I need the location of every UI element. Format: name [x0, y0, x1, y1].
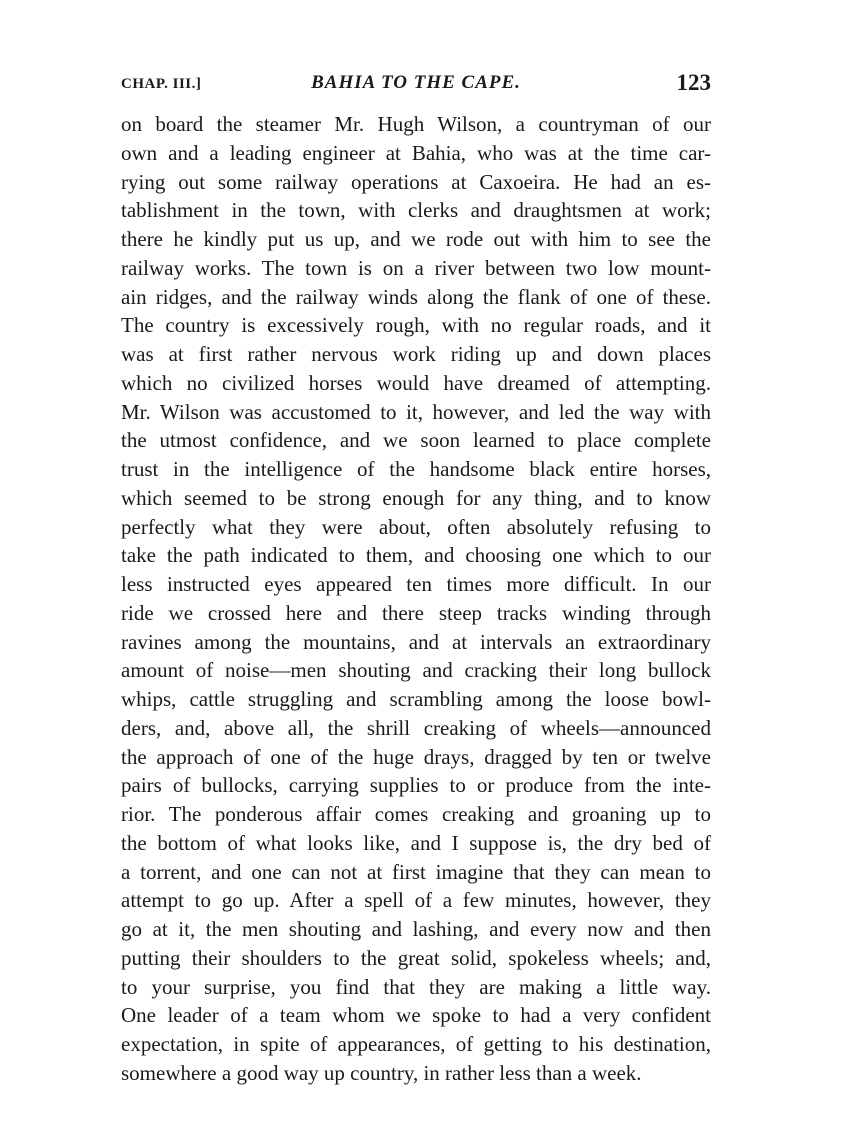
text-line: trust in the intelligence of the handsome black entire horses, — [121, 457, 711, 481]
text-line: One leader of a team whom we spoke to had a very confident — [121, 1003, 711, 1028]
text-line: expectation, in spite of appearances, of getting to his destination, — [121, 1032, 711, 1056]
text-line: a torrent, and one can not at first imagine that they can mean to — [121, 859, 711, 884]
chapter-label: CHAP. III.] — [121, 76, 202, 92]
text-line: the utmost confidence, and we soon learned to place complete — [121, 428, 711, 453]
text-line: was at first rather nervous work riding up and down places — [121, 342, 711, 366]
text-line: amount of noise—men shouting and cracking their long bullock — [121, 658, 711, 683]
text-line: ders, and, above all, the shrill creaking of wheels—announced — [121, 715, 711, 740]
running-head — [121, 70, 711, 100]
text-line: railway works. The town is on a river between two low mount- — [121, 255, 711, 280]
text-line: the bottom of what looks like, and I suppose is, the dry bed of — [121, 830, 711, 855]
text-line: go at it, the men shouting and lashing, and every now and then — [121, 917, 711, 941]
text-line: less instructed eyes appeared ten times more difficult. In our — [121, 572, 711, 596]
text-line: attempt to go up. After a spell of a few minutes, however, they — [121, 888, 711, 913]
text-line: ride we crossed here and there steep tracks winding through — [121, 600, 711, 625]
text-line: which no civilized horses would have dreamed of attempting. — [121, 370, 711, 395]
text-line: the approach of one of the huge drays, dragged by ten or twelve — [121, 744, 711, 769]
page-number: 123 — [676, 70, 711, 95]
text-line: there he kindly put us up, and we rode out with him to see the — [121, 227, 711, 251]
text-line: which seemed to be strong enough for any thing, and to know — [121, 485, 711, 510]
text-line: own and a leading engineer at Bahia, who was at the time car- — [121, 140, 711, 165]
text-line: perfectly what they were about, often absolutely refusing to — [121, 514, 711, 539]
text-line: pairs of bullocks, carrying supplies to or produce from the inte- — [121, 773, 711, 798]
text-line: ravines among the mountains, and at intervals an extraordinary — [121, 629, 711, 654]
text-line: ain ridges, and the railway winds along the flank of one of these. — [121, 284, 711, 309]
text-line: somewhere a good way up country, in rather less than a week. — [121, 1060, 642, 1085]
running-title: BAHIA TO THE CAPE. — [311, 72, 521, 93]
text-line: to your surprise, you find that they are making a little way. — [121, 974, 711, 999]
text-line: tablishment in the town, with clerks and draughtsmen at work; — [121, 198, 711, 223]
body-paragraph — [121, 110, 711, 1088]
text-line: rying out some railway operations at Caxoeira. He had an es- — [121, 169, 711, 194]
text-line: The country is excessively rough, with no regular roads, and it — [121, 313, 711, 338]
text-line: whips, cattle struggling and scrambling among the loose bowl- — [121, 687, 711, 711]
text-line: take the path indicated to them, and choosing one which to our — [121, 543, 711, 568]
text-line: rior. The ponderous affair comes creaking and groaning up to — [121, 802, 711, 826]
text-line: putting their shoulders to the great solid, spokeless wheels; and, — [121, 945, 711, 970]
text-line: Mr. Wilson was accustomed to it, however, and led the way with — [121, 399, 711, 424]
text-line: on board the steamer Mr. Hugh Wilson, a countryman of our — [121, 112, 711, 136]
